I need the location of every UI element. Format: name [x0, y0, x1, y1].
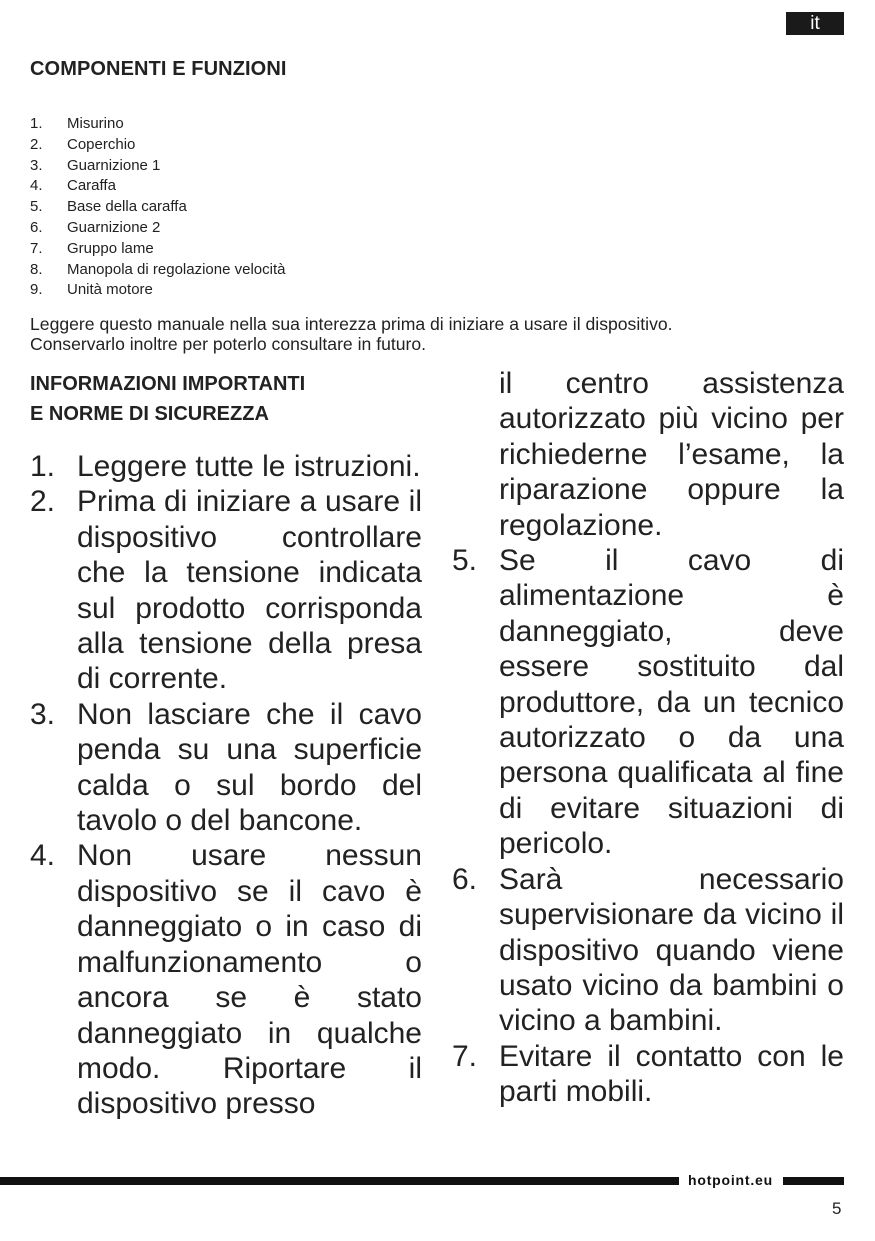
- safety-title-line: E NORME DI SICUREZZA: [30, 403, 269, 425]
- rule-text: Se il cavo di alimentazione è danneggiato, deve essere sostituito dal produttore, da un tecnico autorizzato o da una persona qualificata al fine di evitare situazioni di pericolo.: [499, 544, 844, 861]
- component-label: Unità motore: [67, 281, 153, 299]
- intro-line: Conservarlo inoltre per poterlo consultare in futuro.: [30, 333, 427, 354]
- component-label: Caraffa: [67, 177, 116, 195]
- component-label: Gruppo lame: [67, 239, 154, 257]
- safety-title-line: INFORMAZIONI IMPORTANTI: [30, 373, 306, 395]
- rule-text: il centro assistenza autorizzato più vicino per richiederne l’esame, la riparazione oppure la regolazione.: [499, 367, 844, 542]
- safety-rules-left-column: [30, 449, 422, 1122]
- rule-number: 6.: [452, 862, 478, 896]
- language-badge: it: [786, 12, 844, 35]
- safety-rules-right-column: [452, 366, 844, 1110]
- component-number: 9.: [30, 281, 43, 299]
- rule-number: 5.: [452, 544, 478, 578]
- safety-rule: [30, 484, 422, 696]
- rule-number: 4.: [30, 839, 56, 873]
- component-item: [30, 280, 285, 301]
- components-list: [30, 114, 285, 301]
- component-label: Coperchio: [67, 135, 136, 153]
- safety-rule: [30, 697, 422, 839]
- footer-divider-left: [0, 1177, 679, 1185]
- rule-number: 3.: [30, 697, 56, 731]
- component-label: Guarnizione 2: [67, 218, 161, 236]
- component-item: [30, 239, 285, 260]
- section-title-components: COMPONENTI E FUNZIONI: [30, 58, 287, 80]
- safety-rule: [30, 449, 422, 484]
- brand-logo: hotpoint.eu: [688, 1172, 774, 1188]
- component-number: 6.: [30, 218, 43, 236]
- component-item: [30, 156, 285, 177]
- component-item: [30, 218, 285, 239]
- component-item: [30, 135, 285, 156]
- component-number: 7.: [30, 239, 43, 257]
- component-label: Base della caraffa: [67, 198, 187, 216]
- page-number: 5: [832, 1199, 842, 1218]
- intro-line: Leggere questo manuale nella sua interezza prima di iniziare a usare il dispositivo.: [30, 314, 673, 334]
- rule-number: 7.: [452, 1039, 478, 1073]
- rule-text: Leggere tutte le istruzioni.: [77, 450, 421, 483]
- component-number: 2.: [30, 135, 43, 153]
- intro-paragraph: [30, 315, 830, 354]
- safety-rule-continuation: [452, 366, 844, 543]
- component-item: [30, 197, 285, 218]
- component-item: [30, 260, 285, 281]
- safety-rule: [452, 543, 844, 862]
- component-number: 8.: [30, 260, 43, 278]
- component-label: Guarnizione 1: [67, 156, 161, 174]
- component-number: 1.: [30, 115, 43, 132]
- component-item: [30, 176, 285, 197]
- component-number: 5.: [30, 198, 43, 216]
- rule-text: Prima di iniziare a usare il dispositivo controllare che la tensione indicata sul prodotto corrisponda alla tensione della presa di corrente.: [77, 485, 422, 696]
- rule-text: Sarà necessario supervisionare da vicino il dispositivo quando viene usato vicino da bambini o vicino a bambini.: [499, 862, 844, 1038]
- rule-number: 2.: [30, 485, 56, 519]
- component-label: Manopola di regolazione velocità: [67, 260, 286, 278]
- section-title-safety: [30, 369, 305, 429]
- rule-number: 1.: [30, 450, 56, 483]
- rule-text: Evitare il contatto con le parti mobili.: [499, 1039, 844, 1109]
- safety-rule: [452, 1039, 844, 1110]
- rule-text: Non lasciare che il cavo penda su una superficie calda o sul bordo del tavolo o del bancone.: [77, 697, 422, 838]
- safety-rule: [30, 838, 422, 1121]
- component-label: Misurino: [67, 115, 124, 132]
- component-number: 3.: [30, 156, 43, 174]
- rule-text: Non usare nessun dispositivo se il cavo è danneggiato o in caso di malfunzionamento o ancora se è stato danneggiato in qualche modo. Riportare il dispositivo presso: [77, 839, 422, 1121]
- safety-rule: [452, 862, 844, 1039]
- footer-divider-right: [783, 1177, 844, 1185]
- component-number: 4.: [30, 177, 43, 195]
- component-item: [30, 114, 285, 135]
